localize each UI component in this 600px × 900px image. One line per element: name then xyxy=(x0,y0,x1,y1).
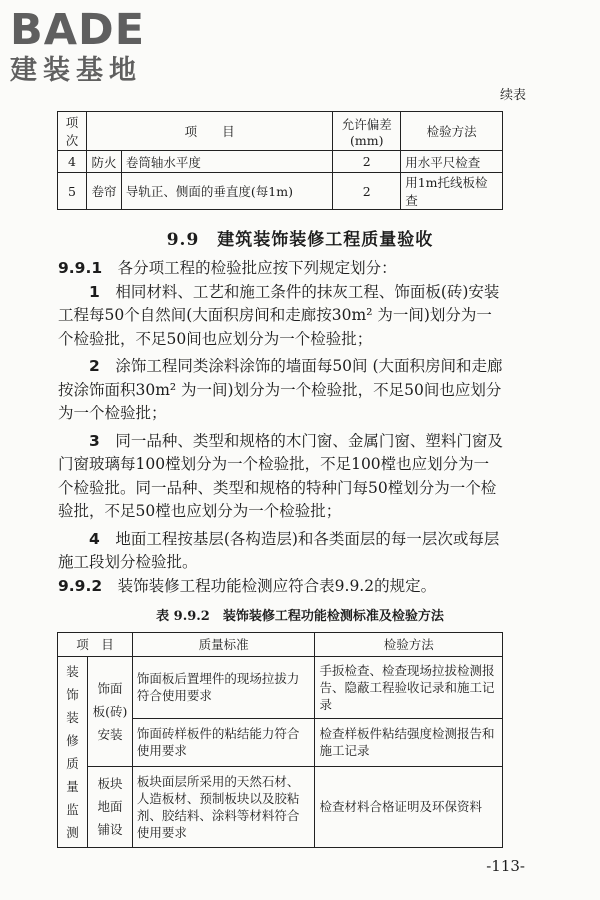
logo-subtitle: 建装基地 xyxy=(10,55,142,86)
item-text: 同一品种、类型和规格的木门窗、金属门窗、塑料门窗及门窗玻璃每100樘划分为一个检验批，不足100樘也应划分为一个检验批。同一品种、类型和规格的特种门每50樘划分为一个检验批，不足50樘也应划分为一个检验批； xyxy=(58,431,503,520)
row-group: 防火 xyxy=(86,151,121,173)
standard-cell: 板块面层所采用的天然石材、人造板材、预制板块以及胶粘剂、胶结料、涂料等材料符合使用要求 xyxy=(132,766,315,847)
logo xyxy=(10,6,180,86)
row-method: 用1m托线板检查 xyxy=(401,173,503,210)
row-group: 卷帘 xyxy=(86,173,121,210)
section-title: 建筑装饰装修工程质量验收 xyxy=(217,230,434,250)
table-row xyxy=(58,173,503,210)
row-method: 用水平尺检查 xyxy=(401,151,503,173)
table-header-row xyxy=(58,633,503,657)
table-caption: 表 9.9.2 装饰装修工程功能检测标准及检验方法 xyxy=(156,609,444,624)
category-cell: 装饰装修质量监测 xyxy=(58,657,88,848)
table-row xyxy=(58,657,503,719)
header-item: 项 目 xyxy=(86,112,332,151)
clause-intro xyxy=(58,257,504,281)
item-text: 相同材料、工艺和施工条件的抹灰工程、饰面板(砖)安装工程每50个自然间(大面积房间和走廊按30m² 为一间)划分为一个检验批，不足50间也应划分为一个检验批； xyxy=(58,282,500,348)
method-cell: 检查材料合格证明及环保资料 xyxy=(315,766,503,847)
standard-cell: 饰面板后置埋件的现场拉拔力符合使用要求 xyxy=(132,657,315,719)
list-item xyxy=(58,281,504,352)
header-method: 检验方法 xyxy=(315,633,503,657)
row-item: 卷筒轴水平度 xyxy=(121,151,332,173)
logo-brand: BADE xyxy=(10,5,146,55)
row-tolerance: 2 xyxy=(333,173,401,210)
list-item xyxy=(58,430,504,524)
continued-label: 续表 xyxy=(499,88,526,103)
item-text: 地面工程按基层(各构造层)和各类面层的每一层次或每层施工段划分检验批。 xyxy=(58,529,500,571)
table-header-row xyxy=(58,112,503,151)
clause-intro-text: 各分项工程的检验批应按下列规定划分： xyxy=(117,259,397,277)
clause-9-9-1 xyxy=(58,257,504,598)
row-no: 4 xyxy=(58,151,87,173)
item-text: 涂饰工程同类涂料涂饰的墙面每50间 (大面积房间和走廊按涂饰面积30m² 为一间)划分为一个检验批，不足50间也应划分为一个检验批； xyxy=(58,357,503,422)
standard-cell: 饰面砖样板件的粘结能力符合使用要求 xyxy=(132,718,315,766)
header-method: 检验方法 xyxy=(401,112,503,151)
table-row xyxy=(58,766,503,847)
group-cell: 饰面板(砖)安装 xyxy=(87,657,132,767)
header-no: 项次 xyxy=(58,112,87,151)
clause-text: 装饰装修工程功能检测应符合表9.9.2的规定。 xyxy=(117,576,437,595)
clause-number: 9.9.1 xyxy=(58,259,103,277)
function-test-table xyxy=(57,632,503,848)
list-item xyxy=(58,355,504,426)
row-item: 导轨正、侧面的垂直度(每1m) xyxy=(121,173,332,210)
list-item xyxy=(58,528,504,575)
item-number: 4 xyxy=(89,529,100,548)
item-number: 2 xyxy=(89,357,100,375)
clause-9-9-2 xyxy=(58,575,504,599)
method-cell: 手扳检查、检查现场拉拔检测报告、隐蔽工程验收记录和施工记录 xyxy=(315,657,503,719)
group-cell: 板块地面铺设 xyxy=(87,766,132,847)
table-row xyxy=(58,151,503,173)
section-heading xyxy=(0,225,600,250)
continued-table xyxy=(57,111,503,210)
header-item: 项 目 xyxy=(58,633,133,657)
clause-number: 9.9.2 xyxy=(58,576,103,595)
item-number: 1 xyxy=(89,282,100,301)
item-number: 3 xyxy=(89,431,100,450)
row-no: 5 xyxy=(58,173,87,210)
section-number: 9.9 xyxy=(166,230,200,250)
row-tolerance: 2 xyxy=(333,151,401,173)
header-standard: 质量标准 xyxy=(132,633,315,657)
method-cell: 检查样板件粘结强度检测报告和施工记录 xyxy=(315,718,503,766)
header-tolerance: 允许偏差(mm) xyxy=(333,112,401,151)
page-number: -113- xyxy=(486,857,525,875)
